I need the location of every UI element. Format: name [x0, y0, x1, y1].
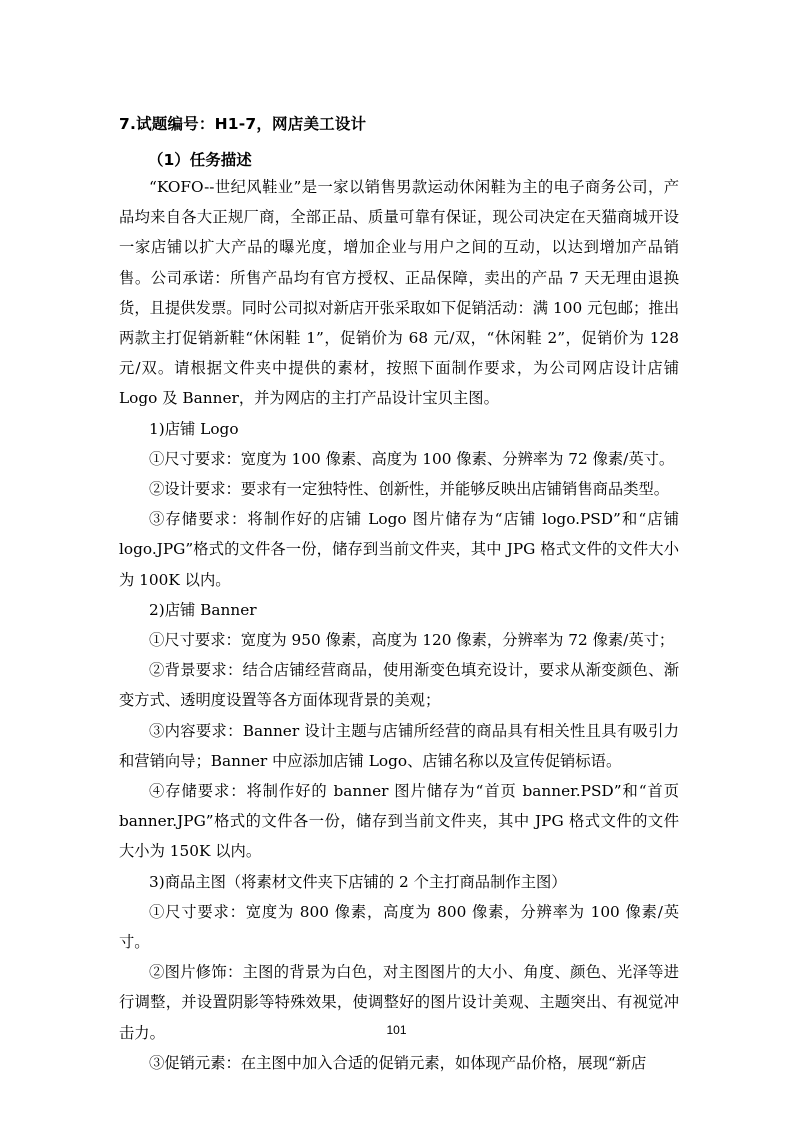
item-banner-title: 2)店铺 Banner — [149, 600, 257, 619]
main-image-size-requirement: ①尺寸要求：宽度为 800 像素，高度为 800 像素，分辨率为 100 像素/英寸。 — [119, 902, 679, 952]
body-text — [119, 172, 679, 1078]
logo-storage-requirement: ③存储要求：将制作好的店铺 Logo 图片储存为“店铺 logo.PSD”和“店铺 logo.JPG”格式的文件各一份，储存到当前文件夹，其中 JPG 格式文件的文件大小为 100K 以内。 — [119, 510, 679, 589]
banner-background-requirement: ②背景要求：结合店铺经营商品，使用渐变色填充设计，要求从渐变颜色、渐变方式、透明度设置等各方面体现背景的美观； — [119, 661, 679, 710]
item-logo-title: 1)店铺 Logo — [149, 419, 239, 438]
banner-storage-requirement: ④存储要求：将制作好的 banner 图片储存为“首页 banner.PSD”和“首页 banner.JPG”格式的文件各一份，储存到当前文件夹，其中 JPG 格式文件的文件大小为 150K 以内。 — [119, 782, 679, 861]
logo-size-requirement: ①尺寸要求：宽度为 100 像素、高度为 100 像素、分辨率为 72 像素/英寸。 — [149, 449, 675, 468]
page-number: 101 — [386, 1023, 407, 1037]
main-image-promo-requirement: ③促销元素：在主图中加入合适的促销元素，如体现产品价格，展现“新店 — [149, 1053, 647, 1072]
banner-size-requirement: ①尺寸要求：宽度为 950 像素，高度为 120 像素，分辨率为 72 像素/英寸； — [149, 631, 675, 650]
main-image-retouch-requirement: ②图片修饰：主图的背景为白色，对主图图片的大小、角度、颜色、光泽等进行调整，并设置阴影等特殊效果，使调整好的图片设计美观、主题突出、有视觉冲击力。 — [119, 963, 679, 1042]
section-heading: 7.试题编号：H1-7，网店美工设计 — [119, 115, 367, 133]
item-main-image-title: 3)商品主图（将素材文件夹下店铺的 2 个主打商品制作主图） — [149, 872, 567, 891]
logo-design-requirement: ②设计要求：要求有一定独特性、创新性，并能够反映出店铺销售商品类型。 — [149, 480, 670, 499]
banner-content-requirement: ③内容要求：Banner 设计主题与店铺所经营的商品具有相关性且具有吸引力和营销向导；Banner 中应添加店铺 Logo、店铺名称以及宣传促销标语。 — [119, 721, 679, 770]
task-description-heading: （1）任务描述 — [148, 151, 252, 169]
intro-paragraph: “KOFO--世纪风鞋业”是一家以销售男款运动休闲鞋为主的电子商务公司，产品均来自各大正规厂商，全部正品、质量可靠有保证，现公司决定在天猫商城开设一家店铺以扩大产品的曝光度，增加企业与用户之间的互动，以达到增加产品销售。公司承诺：所售产品均有官方授权、正品保障，卖出的产品 7 天无理由退换货，且提供发票。同时公司拟对新店开张采取如下促销活动：满 100 元包邮；推出两款主打促销新鞋“休闲鞋 1”，促销价为 68 元/双，“休闲鞋 2”，促销价为 128 元/双。请根据文件夹中提供的素材，按照下面制作要求，为公司网店设计店铺 Logo 及 Banner，并为网店的主打产品设计宝贝主图。 — [119, 178, 679, 408]
